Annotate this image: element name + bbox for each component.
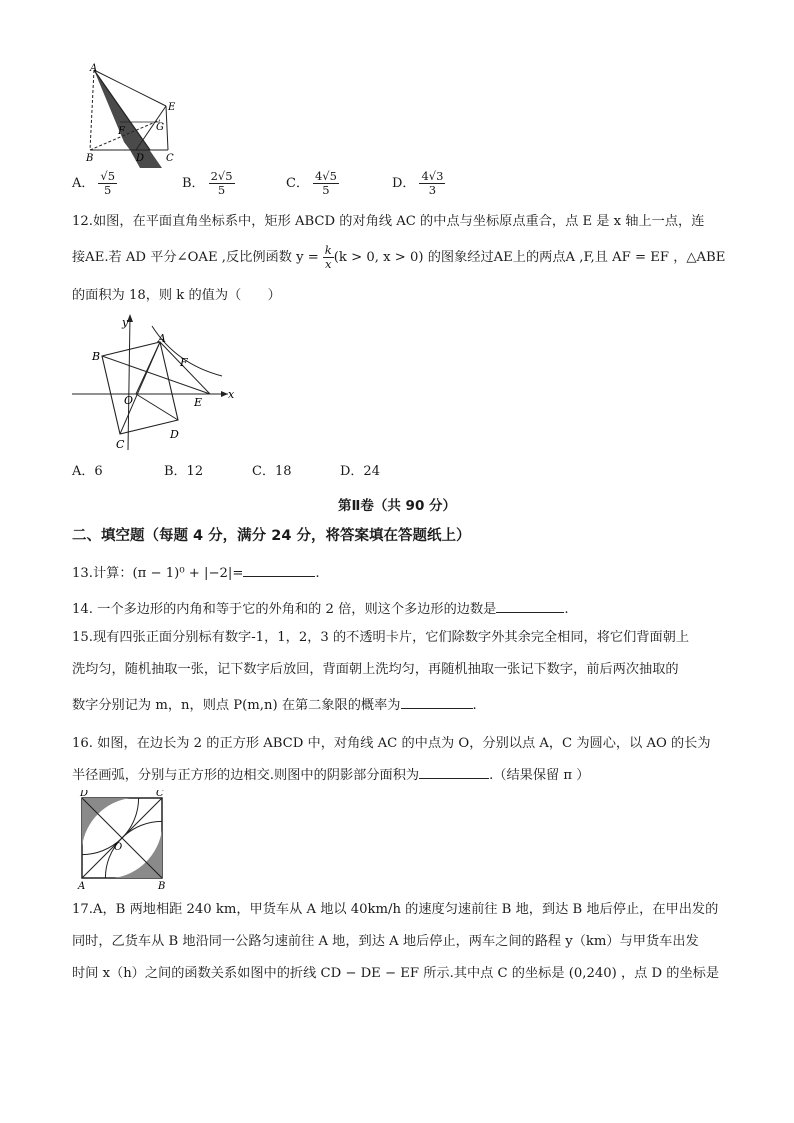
q16-label-c: C bbox=[156, 790, 164, 799]
q16-line-2: 半径画弧，分别与正方形的边相交.则图中的阴影部分面积为 .（结果保留 π ） bbox=[72, 764, 724, 786]
q16-line-1: 16. 如图，在边长为 2 的正方形 ABCD 中，对角线 AC 的中点为 O，分别以点 A，C 为圆心，以 AO 的长为 bbox=[72, 736, 711, 751]
q11-option-c[interactable]: C． $\frac{4√5}{5}$ bbox=[286, 169, 337, 197]
q11-option-d[interactable]: D． $\frac{4√3}{3}$ bbox=[392, 169, 444, 197]
q16-label-b: B bbox=[158, 881, 166, 890]
q12-label-d: D bbox=[170, 428, 179, 441]
q16-answer-blank[interactable] bbox=[419, 764, 489, 779]
q11-option-b[interactable]: B． $\frac{2√5}{5}$ bbox=[182, 169, 233, 197]
q17-line-1: 17.A，B 两地相距 240 km，甲货车从 A 地以 40km/h 的速度匀速前往 B 地，到达 B 地后停止，在甲出发的 bbox=[72, 902, 719, 917]
q17-line-2: 同时，乙货车从 B 地沿同一公路匀速前往 A 地，到达 A 地后停止，两车之间的路程 y（km）与甲货车出发 bbox=[72, 934, 699, 949]
q17-line-3: 时间 x（h）之间的函数关系如图中的折线 CD − DE − EF 所示.其中点 C 的坐标是 (0,240) ，点 D 的坐标是 bbox=[72, 966, 720, 981]
q15-answer-blank[interactable] bbox=[401, 694, 473, 709]
q11-label-e: E bbox=[168, 102, 176, 113]
section2-title: 二、填空题（每题 4 分，满分 24 分，将答案填在答题纸上） bbox=[72, 528, 471, 544]
q16-label-d: D bbox=[80, 790, 89, 799]
q11-label-f: F bbox=[118, 126, 125, 137]
q11-label-g: G bbox=[156, 122, 164, 133]
q12-option-c[interactable]: C．18 bbox=[252, 464, 292, 479]
q11-figure bbox=[80, 62, 190, 168]
q12-label-c: C bbox=[116, 438, 125, 451]
q15-line-2: 洗均匀，随机抽取一张，记下数字后放回，背面朝上洗均匀，再随机抽取一张记下数字，前后两次抽取的 bbox=[72, 662, 679, 677]
q15-line-3: 数字分别记为 m，n，则点 P(m,n) 在第二象限的概率为 . bbox=[72, 694, 724, 716]
q12-option-a[interactable]: A．6 bbox=[72, 464, 103, 479]
q12-label-o: O bbox=[124, 394, 134, 407]
q16-figure bbox=[74, 790, 172, 890]
q12-label-x: x bbox=[228, 388, 235, 401]
q11-label-a: A bbox=[90, 63, 98, 74]
q16-label-o: O bbox=[114, 842, 123, 853]
q12-line-2: 接AE.若 AD 平分∠OAE ,反比例函数 y = $\frac{k}{x}$ (k > 0, x > 0) 的图象经过AE上的两点A ,F,且 AF = EF ，△ABE bbox=[72, 243, 726, 271]
q12-fraction: $\frac{k}{x}$ bbox=[324, 243, 332, 271]
q12-option-b[interactable]: B．12 bbox=[164, 464, 204, 479]
q11-label-d: D bbox=[136, 153, 145, 164]
q12-label-f: F bbox=[180, 356, 188, 369]
q16-label-a: A bbox=[78, 881, 86, 890]
q11-option-a[interactable]: A． $\frac{√5}{5}$ bbox=[72, 169, 116, 197]
q12-label-a: A bbox=[158, 332, 166, 345]
q12-option-d[interactable]: D．24 bbox=[340, 464, 380, 479]
q12-label-b: B bbox=[92, 350, 101, 363]
part2-title: 第Ⅱ卷（共 90 分） bbox=[337, 498, 457, 514]
q12-figure bbox=[72, 312, 242, 452]
q12-line-1: 12.如图，在平面直角坐标系中，矩形 ABCD 的对角线 AC 的中点与坐标原点重合，点 E 是 x 轴上一点，连 bbox=[72, 214, 705, 229]
q14-answer-blank[interactable] bbox=[496, 598, 564, 613]
q14: 14. 一个多边形的内角和等于它的外角和的 2 倍，则这个多边形的边数是 . bbox=[72, 598, 724, 620]
q13: 13.计算：(π − 1)⁰ + |−2|= . bbox=[72, 562, 724, 584]
q13-answer-blank[interactable] bbox=[243, 562, 315, 577]
q11-label-c: C bbox=[166, 153, 174, 164]
q11-label-b: B bbox=[86, 153, 94, 164]
q12-label-y: y bbox=[122, 316, 129, 329]
q15-line-1: 15.现有四张正面分别标有数字-1，1，2，3 的不透明卡片，它们除数字外其余完全相同，将它们背面朝上 bbox=[72, 630, 690, 645]
q12-line-3: 的面积为 18，则 k 的值为（ ） bbox=[72, 288, 281, 303]
q12-label-e: E bbox=[194, 396, 203, 409]
